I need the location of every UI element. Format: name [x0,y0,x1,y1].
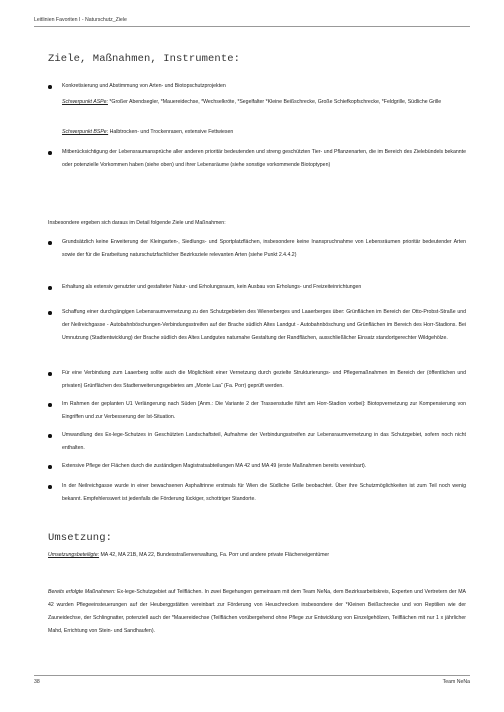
header-divider [34,26,470,27]
list-item: Extensive Pflege der Flächen durch die zuständigen Magistratsabteilungen MA 42 und MA 49 (erste Maßnahmen bereits vereinbart). [62,463,367,469]
bullet-icon [48,485,52,489]
bullet-icon [48,151,52,155]
schwerpunkt-bsp-text: Halbtrocken- und Trockenrasen, extensive Fettwiesen [108,129,234,135]
header-breadcrumb: Leitlinien Favoriten I - Naturschutz_Ziele [34,17,127,23]
section-title-ziele: Ziele, Maßnahmen, Instrumente: [48,53,241,65]
schwerpunkt-asp [62,96,466,109]
umsetzungsbeteiligte-label: Umsetzungsbeteiligte: [48,552,100,558]
footer-author: Team NeNa [442,679,470,685]
bullet-icon [48,403,52,407]
bullet-icon [48,434,52,438]
list-item: Grundsätzlich keine Erweiterung der Kleingarten-, Siedlungs- und Sportplatzflächen, insbesondere keine Inanspruchnahme von Lebensräumen prioritär bedeutender Arten sowie der für die Erarbeitung naturschutzfachlicher Bezirksziele relevanten Arten (siehe Punkt 2.4.4.2) [62,239,466,258]
list-item: Im Rahmen der geplanten U1 Verlängerung nach Süden [Anm.: Die Variante 2 der Trassenstudie führt am Horr-Stadion vorbei]: Biotopvernetzung zur Kompensierung von Eingriffen und zur Verbesserung der Ist-Situation. [62,401,466,420]
bereits-text: Ex-lege-Schutzgebiet auf Teilflächen. In zwei Begehungen gemeinsam mit dem Team NeNa, dem Bezirksarbeitskreis, Experten und Vertretern der MA 42 wurden Pflegeeinsteuerungen auf der Heuberggstätten vereinbart zur Förderung von Heuschrecken insbesondere der *Kleinen Beißschrecke und von Reptilien wie der Zauneidechse, der Schlingnatter, potenziell auch der *Mauereidechse (Teilflächen vorübergehend ohne Pflege zur Entwicklung von Einzelgehölzen, Teilflächen mit nur 1 x jährlicher Mahd, Errichtung von Stein- und Sandhaufen). [48,589,466,634]
bullet-icon [48,241,52,245]
section-title-umsetzung: Umsetzung: [48,532,113,544]
list-item: Erhaltung als extensiv genutzter und gestalteter Natur- und Erholungsraum, kein Ausbau von Erholungs- und Freizeiteinrichtungen [62,284,362,290]
schwerpunkt-bsp [62,126,466,139]
list-item: Mitberücksichtigung der Lebensraumansprüche aller anderen prioritär bedeutenden und streng geschützten Tier- und Pflanzenarten, die im Bereich des Zielebündels bekannte oder potenzielle Vorkommen haben (siehe oben) und ihrer Lebensräume (siehe sonstige vorkommende Biotoptypen) [62,149,466,168]
list-item: Umwandlung des Ex-lege-Schutzes in Geschützten Landschaftsteil, Aufnahme der Verbindungsstreifen zur Lebensraumvernetzung in das Schutzgebiet, sofern noch nicht enthalten. [62,432,466,451]
list-item: Konkretisierung und Abstimmung von Arten- und Biotopschutzprojekten [62,83,226,89]
schwerpunkt-asp-label: Schwerpunkt ASPe: [62,99,108,105]
intro-paragraph: Insbesondere ergeben sich daraus im Detail folgende Ziele und Maßnahmen: [48,220,226,226]
bullet-icon [48,311,52,315]
footer-divider [34,675,470,676]
bereits-label: Bereits erfolgte Maßnahmen: [48,589,116,595]
bullet-icon [48,286,52,290]
schwerpunkt-asp-text: *Großer Abendsegler, *Mauereidechse, *Wechselkröte, *Segelfalter *Kleine Beißschrecke, Große Schiefkopfschrecke, *Feldgrille, Südliche Grille [107,99,442,105]
bereits-erfolgte-massnahmen [48,586,466,638]
list-item: Für eine Verbindung zum Laaerberg sollte auch die Möglichkeit einer Vernetzung durch gezielte Strukturierungs- und Pflegemaßnahmen im Bereich der (öffentlichen und privaten) Grünflächen des Stadterweiterungsgebietes am „Monte Laa“ (Fa. Porr) geprüft werden. [62,370,466,389]
list-item: Schaffung einer durchgängigen Lebensraumvernetzung zu den Schutzgebieten des Wienerberges und Laaerberges über: Grünflächen im Bereich der Otto-Probst-Straße und der Neilreichgasse - Autobahnböschungen-Verbindungsstreifen auf der Brache südlich Altes Landgut - Autobahnböschung und Grünflächen im Bereich des Horr-Stadions. Bei Umnutzung (Stadtentwicklung) der Brache südlich des Altes Landgutes naturnahe Gestaltung der Randflächen, ausschließlicher Einsatz standortgerechter Wildgehölze. [62,309,466,341]
umsetzungsbeteiligte-text: MA 42, MA 21B, MA 22, Bundesstraßenverwaltung, Fa. Porr und andere private Flächeneigentümer [99,552,330,558]
bullet-icon [48,465,52,469]
bullet-icon [48,85,52,89]
bullet-icon [48,372,52,376]
page-number: 38 [34,679,40,685]
umsetzungsbeteiligte [48,549,466,562]
list-item: In der Neilreichgasse wurde in einer bewachsenen Asphaltrinne erstmals für Wien die Südliche Grille beobachtet. Über ihre Schutzmöglichkeiten ist zum Teil noch wenig bekannt. Empfehlenswert ist jedenfalls die Förderung lückiger, schottriger Standorte. [62,483,466,502]
schwerpunkt-bsp-label: Schwerpunkt BSPe: [62,129,109,135]
